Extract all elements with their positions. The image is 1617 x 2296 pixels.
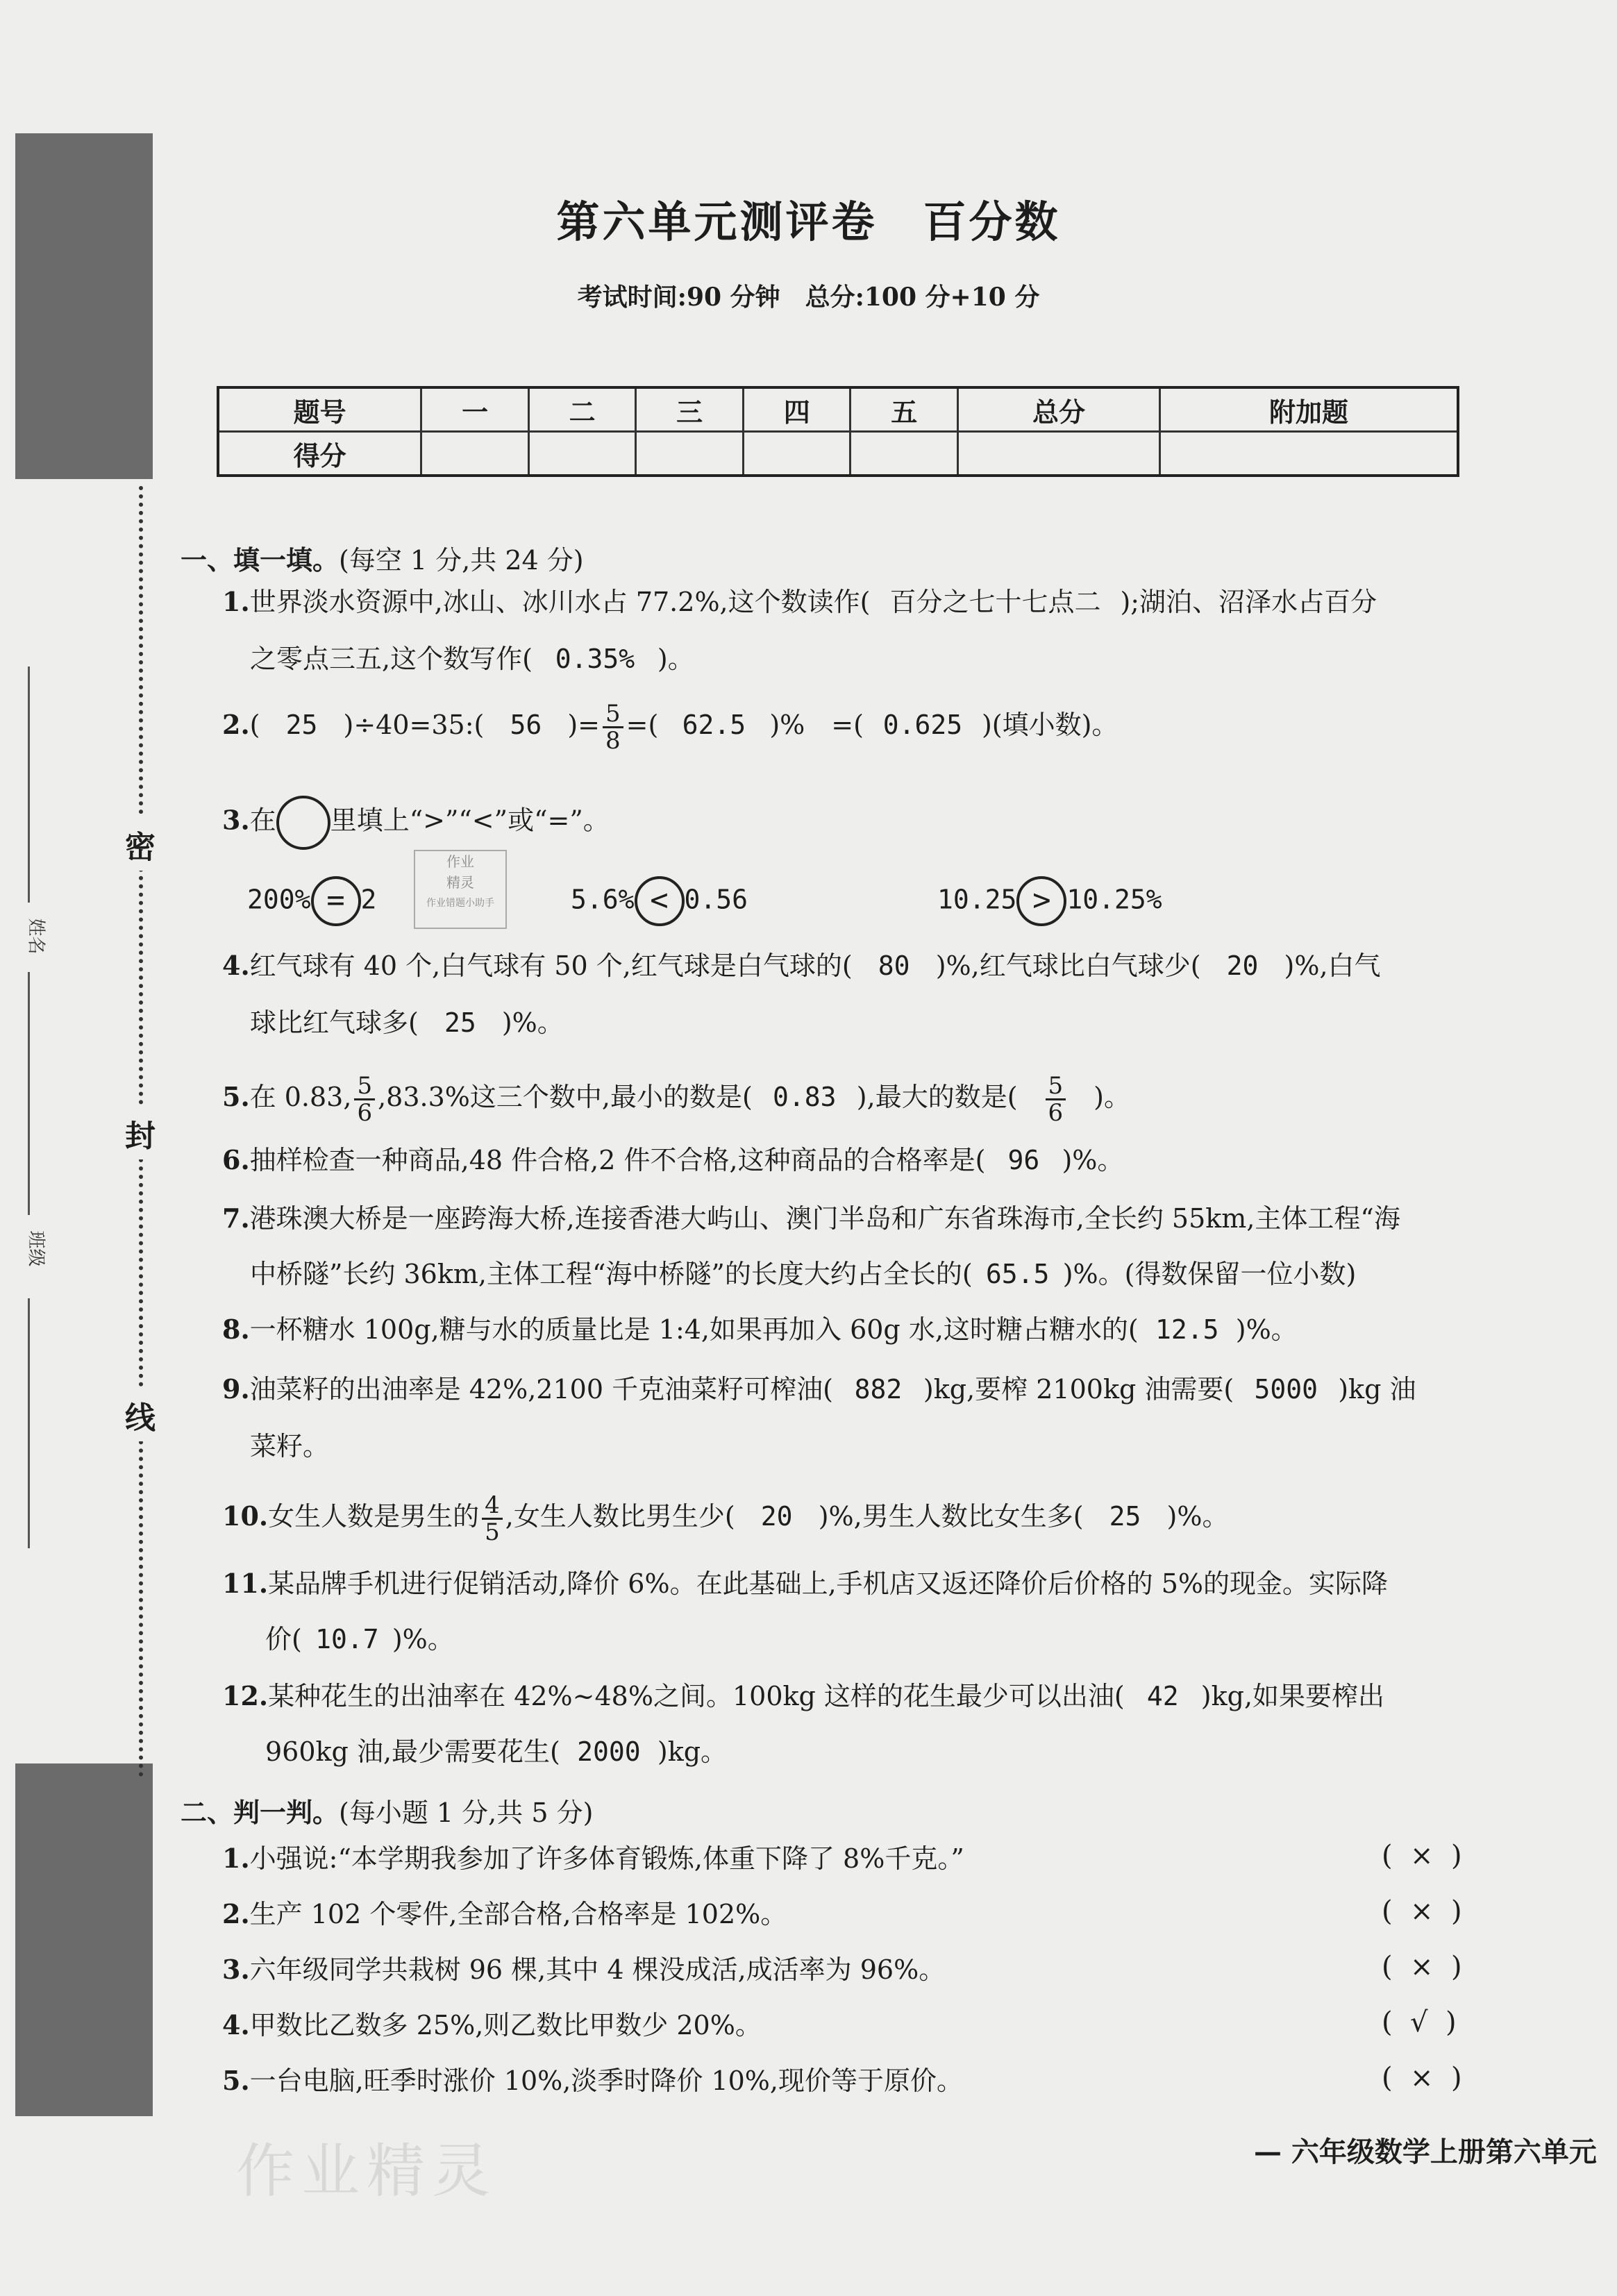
- compare-answer-3[interactable]: >: [1016, 876, 1066, 926]
- question-9-line2: [250, 1429, 329, 1464]
- stamp-text: 精灵: [446, 874, 474, 891]
- answer-9b[interactable]: 5000: [1254, 1374, 1318, 1405]
- question-10: [222, 1493, 1228, 1545]
- stamp-text: 作业: [446, 853, 474, 870]
- answer-2a[interactable]: 25: [285, 710, 318, 740]
- q-text: ),最大的数是(: [856, 1082, 1018, 1112]
- q-number: 11.: [222, 1568, 269, 1599]
- judge-answer-4[interactable]: ( √ ): [1382, 2006, 1457, 2038]
- score-cell: 总分: [958, 387, 1160, 432]
- answer-1b[interactable]: 0.35%: [555, 644, 635, 674]
- q-number: 4.: [222, 950, 250, 981]
- q-text: )%。: [392, 1624, 454, 1654]
- score-table: [217, 386, 1459, 477]
- compare-left: 5.6%: [571, 884, 635, 915]
- fraction-5-8: [603, 701, 623, 753]
- frac-den: 5: [485, 1518, 500, 1546]
- q-text: 生产 102 个零件,全部合格,合格率是 102%。: [249, 1899, 787, 1929]
- q-number: 1.: [222, 586, 250, 617]
- name-blank-line: [28, 667, 30, 903]
- q-text: 中桥隧”长约 36km,主体工程“海中桥隧”的长度大约占全长的(: [250, 1259, 973, 1289]
- frac-num: 4: [482, 1493, 503, 1520]
- score-input-cell[interactable]: [851, 432, 958, 476]
- q-text: )%,白气: [1284, 950, 1381, 981]
- q-text: =(: [626, 710, 659, 740]
- q-text: )%,红气球比白气球少(: [935, 950, 1201, 981]
- score-cell: 五: [851, 387, 958, 432]
- answer-4a[interactable]: 80: [878, 950, 910, 981]
- section2-points: (每小题 1 分,共 5 分): [339, 1798, 594, 1828]
- answer-4b[interactable]: 20: [1226, 950, 1259, 981]
- question-6: [222, 1143, 1123, 1178]
- class-blank-line: [28, 972, 30, 1215]
- q-number: 12.: [222, 1680, 269, 1711]
- q-text: (: [249, 710, 260, 740]
- question-3-compare-1: [247, 876, 376, 926]
- question-2: [222, 701, 1118, 753]
- answer-7[interactable]: 65.5: [985, 1259, 1050, 1289]
- answer-10b[interactable]: 25: [1109, 1501, 1141, 1532]
- compare-answer-2[interactable]: <: [635, 876, 685, 926]
- q-text: )%。: [1166, 1501, 1229, 1532]
- score-cell: 题号: [218, 387, 421, 432]
- answer-12a[interactable]: 42: [1146, 1681, 1179, 1711]
- q-text: )(填小数)。: [981, 710, 1119, 740]
- q-text: )%。: [501, 1007, 564, 1038]
- q-text: )kg,如果要榨出: [1200, 1681, 1385, 1711]
- compare-right: 2: [360, 884, 377, 915]
- q-text: 油菜籽的出油率是 42%,2100 千克油菜籽可榨油(: [249, 1374, 833, 1405]
- answer-6[interactable]: 96: [1007, 1145, 1040, 1175]
- question-1-line2: [250, 642, 694, 676]
- answer-8[interactable]: 12.5: [1155, 1314, 1219, 1345]
- score-cell: 一: [421, 387, 529, 432]
- q-number: 1.: [222, 1843, 250, 1874]
- question-3: [222, 796, 610, 850]
- q-text: )%。(得数保留一位小数): [1062, 1259, 1357, 1289]
- q-text: 抽样检查一种商品,48 件合格,2 件不合格,这种商品的合格率是(: [249, 1145, 986, 1175]
- q-text: 甲数比乙数多 25%,则乙数比甲数少 20%。: [249, 2010, 762, 2041]
- score-cell: 得分: [218, 432, 421, 476]
- score-cell: 附加题: [1160, 387, 1458, 432]
- fraction-5-6: [354, 1073, 375, 1125]
- judge-answer-3[interactable]: ( × ): [1382, 1951, 1462, 1983]
- question-5: [222, 1073, 1130, 1125]
- q-number: 8.: [222, 1314, 250, 1345]
- answer-9a[interactable]: 882: [854, 1374, 903, 1405]
- answer-2b[interactable]: 56: [510, 710, 542, 740]
- question-11: [222, 1566, 1388, 1601]
- judge-item-1: [222, 1841, 964, 1876]
- q-number: 9.: [222, 1373, 250, 1405]
- q-text: 一杯糖水 100g,糖与水的质量比是 1:4,如果再加入 60g 水,这时糖占糖水的(: [249, 1314, 1139, 1345]
- q-text: 在: [249, 805, 276, 836]
- question-12-line2: [265, 1734, 727, 1769]
- side-char-mi: 密: [125, 818, 156, 871]
- side-char-xian: 线: [125, 1389, 156, 1441]
- q-text: 里填上“>”“<”或“=”。: [330, 805, 610, 836]
- answer-2d[interactable]: 0.625: [882, 710, 963, 740]
- q-text: )kg 油: [1338, 1374, 1416, 1405]
- q-number: 5.: [222, 1081, 250, 1112]
- class-label: 班级: [25, 1230, 47, 1267]
- question-4-line2: [250, 1005, 564, 1040]
- compare-left: 200%: [247, 884, 311, 915]
- q-number: 2.: [222, 1898, 250, 1929]
- answer-5b[interactable]: [1046, 1073, 1066, 1125]
- watermark: 作业精灵: [236, 2137, 498, 2205]
- q-text: )÷40=35:(: [343, 710, 485, 740]
- q-text: )%。: [1235, 1314, 1298, 1345]
- question-7: [222, 1201, 1400, 1236]
- q-text: ,女生人数比男生少(: [505, 1501, 735, 1532]
- score-input-cell[interactable]: [958, 432, 1160, 476]
- score-input-cell[interactable]: [421, 432, 529, 476]
- q-text: 某品牌手机进行促销活动,降价 6%。在此基础上,手机店又返还降价后价格的 5%的现金。实际降: [268, 1568, 1389, 1599]
- circle-icon: [276, 796, 330, 850]
- q-text: 价(: [265, 1624, 302, 1654]
- q-text: 菜籽。: [250, 1431, 330, 1461]
- question-12: [222, 1679, 1384, 1713]
- page-footer: — 六年级数学上册第六单元: [1254, 2136, 1597, 2168]
- section2-title: 二、判一判。: [181, 1797, 340, 1828]
- q-text: 港珠澳大桥是一座跨海大桥,连接香港大屿山、澳门半岛和广东省珠海市,全长约 55km,主体工程“海: [249, 1203, 1400, 1234]
- q-text: )。: [1094, 1082, 1130, 1112]
- q-text: )kg。: [657, 1736, 728, 1767]
- q-text: 球比红气球多(: [250, 1007, 419, 1038]
- side-bar-bottom: [15, 1763, 153, 2116]
- q-text: 960kg 油,最少需要花生(: [265, 1736, 560, 1767]
- judge-answer-5[interactable]: ( × ): [1382, 2062, 1462, 2094]
- answer-2c[interactable]: 62.5: [682, 710, 746, 740]
- answer-11[interactable]: 10.7: [315, 1624, 379, 1654]
- frac-den: 6: [357, 1099, 373, 1127]
- q-text: )%,男生人数比女生多(: [818, 1501, 1084, 1532]
- q-text: )% =(: [769, 710, 864, 740]
- score-input-cell[interactable]: [1160, 432, 1458, 476]
- exam-info: 考试时间:90 分钟 总分:100 分+10 分: [577, 283, 1040, 312]
- frac-num: 5: [603, 701, 623, 728]
- question-9: [222, 1372, 1416, 1407]
- school-blank-line: [28, 1298, 30, 1548]
- question-4: [222, 948, 1381, 983]
- q-text: 红气球有 40 个,白气球有 50 个,红气球是白气球的(: [249, 950, 853, 981]
- answer-12b[interactable]: 2000: [577, 1736, 641, 1767]
- q-text: 小强说:“本学期我参加了许多体育锻炼,体重下降了 8%千克。”: [249, 1843, 964, 1874]
- q-text: )kg,要榨 2100kg 油需要(: [923, 1374, 1234, 1405]
- section2-heading: [181, 1791, 593, 1829]
- q-text: 一台电脑,旺季时涨价 10%,淡季时降价 10%,现价等于原价。: [249, 2065, 963, 2096]
- question-1: [222, 585, 1377, 619]
- q-number: 3.: [222, 1954, 250, 1985]
- q-text: );湖泊、沼泽水占百分: [1120, 587, 1377, 617]
- q-number: 3.: [222, 804, 250, 836]
- q-number: 2.: [222, 709, 250, 740]
- judge-item-4: [222, 2008, 762, 2043]
- side-char-feng: 封: [125, 1107, 156, 1159]
- q-text: 女生人数是男生的: [268, 1501, 480, 1532]
- frac-den: 6: [1048, 1099, 1064, 1127]
- answer-4c[interactable]: 25: [444, 1007, 476, 1038]
- question-3-compare-3: [937, 876, 1162, 926]
- answer-5a[interactable]: 0.83: [773, 1082, 837, 1112]
- score-input-cell[interactable]: [636, 432, 744, 476]
- judge-item-2: [222, 1897, 787, 1932]
- score-table-header-row: [218, 387, 1458, 432]
- question-3-compare-2: [571, 876, 748, 926]
- section1-points: (每空 1 分,共 24 分): [339, 545, 584, 576]
- compare-answer-1[interactable]: =: [311, 876, 361, 926]
- q-text: ,83.3%这三个数中,最小的数是(: [378, 1082, 753, 1112]
- q-text: 在 0.83,: [249, 1082, 352, 1112]
- score-cell: 三: [636, 387, 744, 432]
- q-text: )%。: [1062, 1145, 1124, 1175]
- q-text: 某种花生的出油率在 42%~48%之间。100kg 这样的花生最少可以出油(: [268, 1681, 1125, 1711]
- answer-10a[interactable]: 20: [760, 1501, 793, 1532]
- judge-item-5: [222, 2063, 963, 2098]
- score-table-score-row: [218, 432, 1458, 476]
- page-title: 第六单元测评卷 百分数: [556, 196, 1061, 247]
- compare-right: 10.25%: [1066, 884, 1162, 915]
- fraction-4-5: [482, 1493, 503, 1545]
- q-text: )。: [657, 644, 694, 674]
- score-cell: 四: [743, 387, 851, 432]
- judge-answer-2[interactable]: ( × ): [1382, 1895, 1462, 1927]
- frac-den: 8: [605, 727, 621, 755]
- score-input-cell[interactable]: [743, 432, 851, 476]
- app-stamp-logo: [414, 850, 507, 929]
- question-7-line2: [250, 1257, 1356, 1291]
- score-input-cell[interactable]: [528, 432, 636, 476]
- question-8: [222, 1312, 1298, 1347]
- section1-heading: [181, 539, 584, 577]
- q-number: 4.: [222, 2009, 250, 2041]
- q-text: )=: [567, 710, 601, 740]
- answer-1a[interactable]: 百分之七十七点二: [889, 587, 1101, 617]
- question-11-line2: [265, 1622, 454, 1657]
- q-text: 六年级同学共栽树 96 棵,其中 4 棵没成活,成活率为 96%。: [249, 1954, 946, 1985]
- stamp-text: 作业错题小助手: [426, 898, 494, 909]
- frac-num: 5: [1046, 1073, 1066, 1100]
- q-text: 世界淡水资源中,冰山、冰川水占 77.2%,这个数读作(: [249, 587, 871, 617]
- frac-num: 5: [354, 1073, 375, 1100]
- judge-item-3: [222, 1952, 945, 1987]
- q-number: 7.: [222, 1203, 250, 1234]
- compare-left: 10.25: [937, 884, 1017, 915]
- compare-right: 0.56: [684, 884, 748, 915]
- judge-answer-1[interactable]: ( × ): [1382, 1840, 1462, 1872]
- q-number: 6.: [222, 1144, 250, 1175]
- q-text: 之零点三五,这个数写作(: [250, 644, 533, 674]
- score-cell: 二: [528, 387, 636, 432]
- q-number: 5.: [222, 2065, 250, 2096]
- q-number: 10.: [222, 1500, 269, 1532]
- name-label: 姓名: [25, 918, 47, 955]
- section1-title: 一、填一填。: [181, 544, 340, 576]
